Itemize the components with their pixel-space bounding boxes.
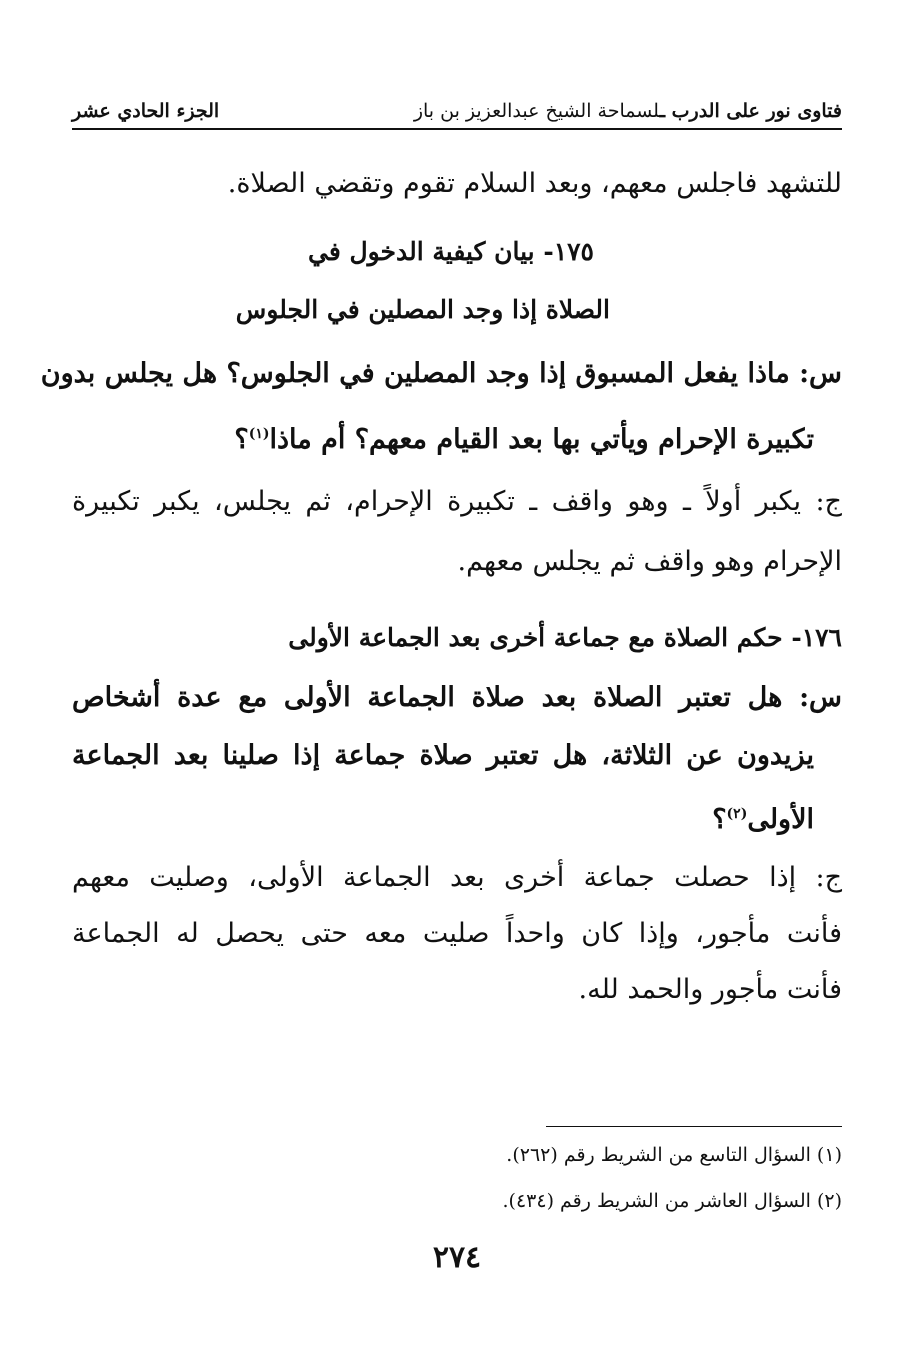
header-author: لسماحة الشيخ عبدالعزيز بن باز: [413, 100, 660, 122]
question-176-line3-text: الأولى: [747, 804, 814, 835]
answer-175-line1: ج: يكبر أولاً ـ وهو واقف ـ تكبيرة الإحرام، ثم يجلس، يكبر تكبيرة: [72, 486, 842, 517]
question-175-mark: ؟: [234, 424, 249, 455]
answer-176-line3: فأنت مأجور والحمد لله.: [578, 974, 842, 1005]
question-176-mark: ؟: [712, 804, 727, 835]
footnote-divider: [546, 1126, 842, 1127]
footnote-2: (٢) السؤال العاشر من الشريط رقم (٤٣٤).: [502, 1190, 842, 1212]
footnote-ref-1: (١): [248, 426, 270, 442]
footnote-ref-2: (٢): [726, 806, 748, 822]
continuation-text: للتشهد فاجلس معهم، وبعد السلام تقوم وتقضي الصلاة.: [227, 168, 842, 199]
page-number: ٢٧٤: [432, 1240, 482, 1275]
question-176-line2: يزيدون عن الثلاثة، هل تعتبر صلاة جماعة إذا صلينا بعد الجماعة: [72, 740, 814, 771]
header-volume: الجزء الحادي عشر: [72, 100, 220, 122]
running-header: [72, 94, 842, 130]
header-series-title: فتاوى نور على الدرب ـ: [659, 100, 842, 122]
question-176-line3: [72, 792, 814, 842]
question-175-line2: [72, 412, 814, 462]
section-175-title-line2: الصلاة إذا وجد المصلين في الجلوس: [235, 295, 610, 324]
answer-176-line1: ج: إذا حصلت جماعة أخرى بعد الجماعة الأولى، وصليت معهم: [72, 862, 842, 893]
header-title: [414, 94, 842, 128]
section-175-title-line1: ١٧٥- بيان كيفية الدخول في: [307, 237, 594, 266]
question-176-line1: س: هل تعتبر الصلاة بعد صلاة الجماعة الأولى مع عدة أشخاص: [72, 682, 842, 713]
question-175-line1: س: ماذا يفعل المسبوق إذا وجد المصلين في الجلوس؟ هل يجلس بدون: [40, 358, 842, 389]
footnote-1: (١) السؤال التاسع من الشريط رقم (٢٦٢).: [506, 1144, 842, 1166]
section-176-title: ١٧٦- حكم الصلاة مع جماعة أخرى بعد الجماعة الأولى: [288, 623, 842, 652]
question-175-line2-text: تكبيرة الإحرام ويأتي بها بعد القيام معهم؟ أم ماذا: [269, 424, 814, 455]
answer-176-line2: فأنت مأجور، وإذا كان واحداً صليت معه حتى يحصل له الجماعة: [72, 918, 842, 949]
answer-175-line2: الإحرام وهو واقف ثم يجلس معهم.: [457, 546, 842, 577]
